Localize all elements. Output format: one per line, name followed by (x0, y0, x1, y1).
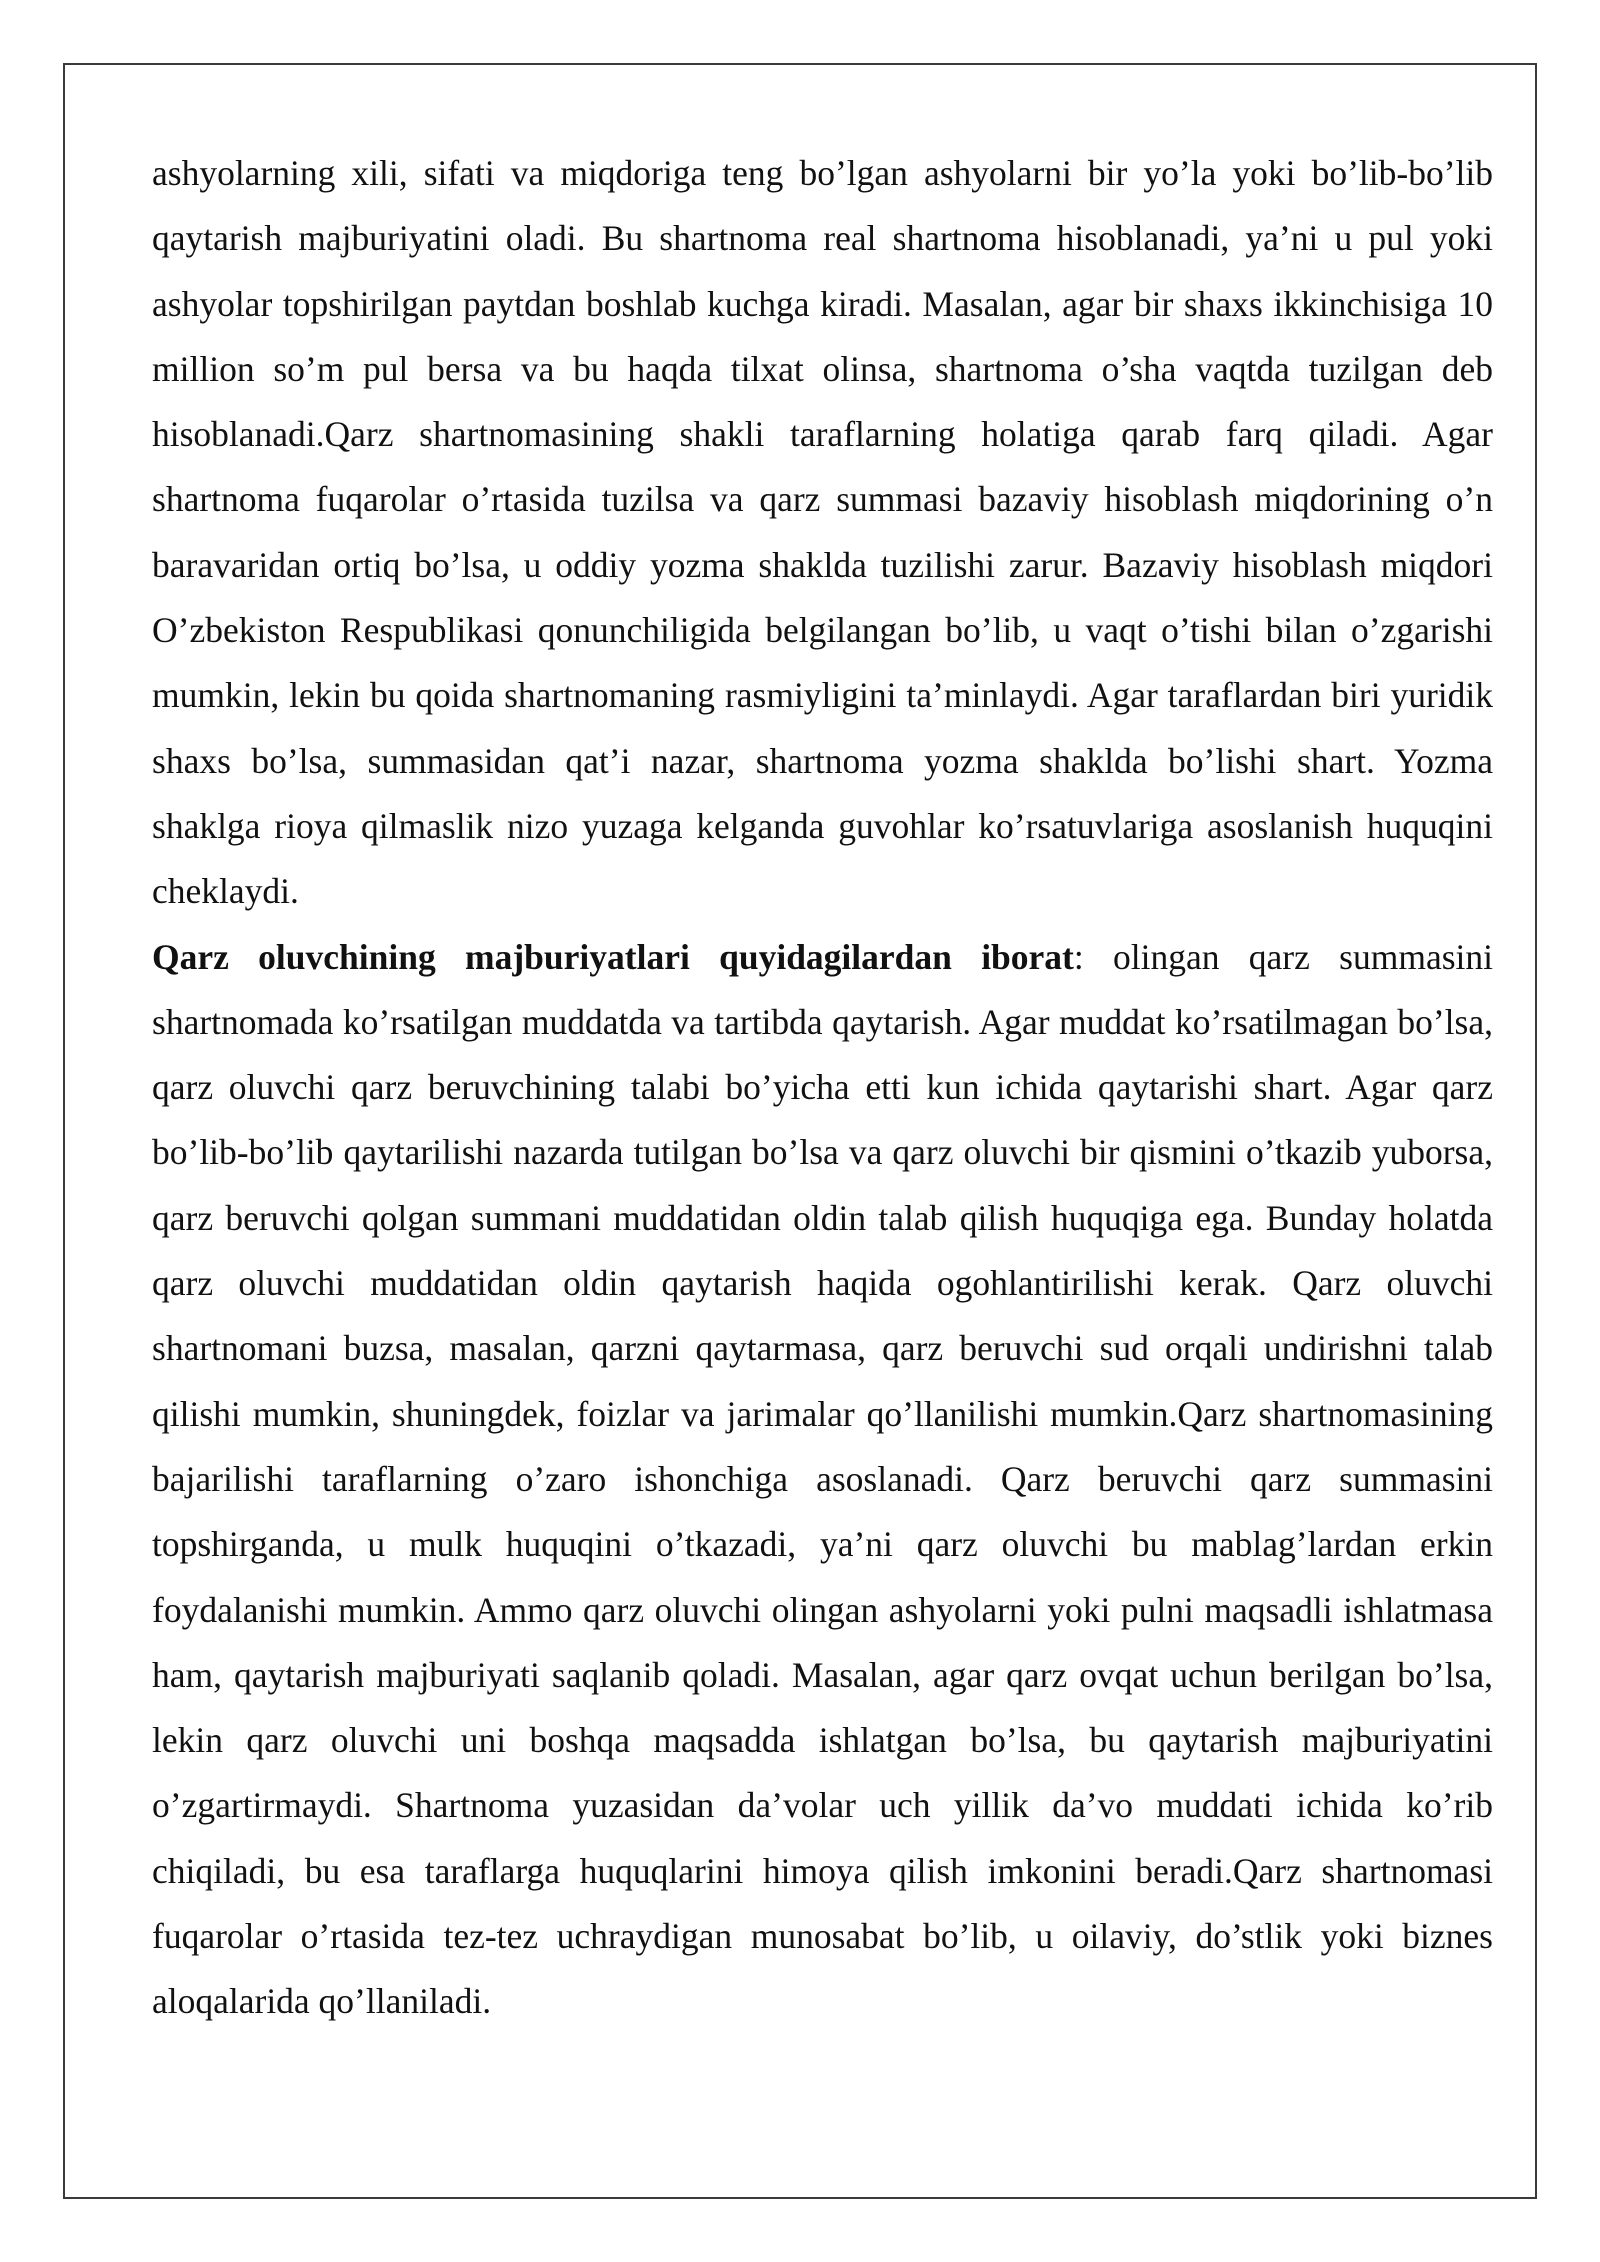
paragraph-2-heading: Qarz oluvchining majburiyatlari quyidagilardan iborat (152, 936, 1074, 977)
paragraph-1: ashyolarning xili, sifati va miqdoriga teng bo’lgan ashyolarni bir yo’la yoki bo’lib-bo’lib qaytarish majburiyatini oladi. Bu shartnoma real shartnoma hisoblanadi, ya’ni u pul yoki ashyolar topshirilgan paytdan boshlab kuchga kiradi. Masalan, agar bir shaxs ikkinchisiga 10 million so’m pul bersa va bu haqda tilxat olinsa, shartnoma o’sha vaqtda tuzilgan deb hisoblanadi.Qarz shartnomasining shakli taraflarning holatiga qarab farq qiladi. Agar shartnoma fuqarolar o’rtasida tuzilsa va qarz summasi bazaviy hisoblash miqdorining o’n baravaridan ortiq bo’lsa, u oddiy yozma shaklda tuzilishi zarur. Bazaviy hisoblash miqdori O’zbekiston Respublikasi qonunchiligida belgilangan bo’lib, u vaqt o’tishi bilan o’zgarishi mumkin, lekin bu qoida shartnomaning rasmiyligini ta’minlaydi. Agar taraflardan biri yuridik shaxs bo’lsa, summasidan qat’i nazar, shartnoma yozma shaklda bo’lishi shart. Yozma shaklga rioya qilmaslik nizo yuzaga kelganda guvohlar ko’rsatuvlariga asoslanish huquqini cheklaydi. (152, 153, 1493, 912)
document-body (152, 141, 1493, 2035)
paragraph-2-body: : olingan qarz summasini shartnomada ko’rsatilgan muddatda va tartibda qaytarish. Agar muddat ko’rsatilmagan bo’lsa, qarz oluvchi qarz beruvchining talabi bo’yicha etti kun ichida qaytarishi shart. Agar qarz bo’lib-bo’lib qaytarilishi nazarda tutilgan bo’lsa va qarz oluvchi bir qismini o’tkazib yuborsa, qarz beruvchi qolgan summani muddatidan oldin talab qilish huquqiga ega. Bunday holatda qarz oluvchi muddatidan oldin qaytarish haqida ogohlantirilishi kerak. Qarz oluvchi shartnomani buzsa, masalan, qarzni qaytarmasa, qarz beruvchi sud orqali undirishni talab qilishi mumkin, shuningdek, foizlar va jarimalar qo’llanilishi mumkin.Qarz shartnomasining bajarilishi taraflarning o’zaro ishonchiga asoslanadi. Qarz beruvchi qarz summasini topshirganda, u mulk huquqini o’tkazadi, ya’ni qarz oluvchi bu mablag’lardan erkin foydalanishi mumkin. Ammo qarz oluvchi olingan ashyolarni yoki pulni maqsadli ishlatmasa ham, qaytarish majburiyati saqlanib qoladi. Masalan, agar qarz ovqat uchun berilgan bo’lsa, lekin qarz oluvchi uni boshqa maqsadda ishlatgan bo’lsa, bu qaytarish majburiyatini o’zgartirmaydi. Shartnoma yuzasidan da’volar uch yillik da’vo muddati ichida ko’rib chiqiladi, bu esa taraflarga huquqlarini himoya qilish imkonini beradi.Qarz shartnomasi fuqarolar o’rtasida tez-tez uchraydigan munosabat bo’lib, u oilaviy, do’stlik yoki biznes aloqalarida qo’llaniladi. (152, 936, 1493, 2022)
paragraph-2 (152, 925, 1493, 2035)
